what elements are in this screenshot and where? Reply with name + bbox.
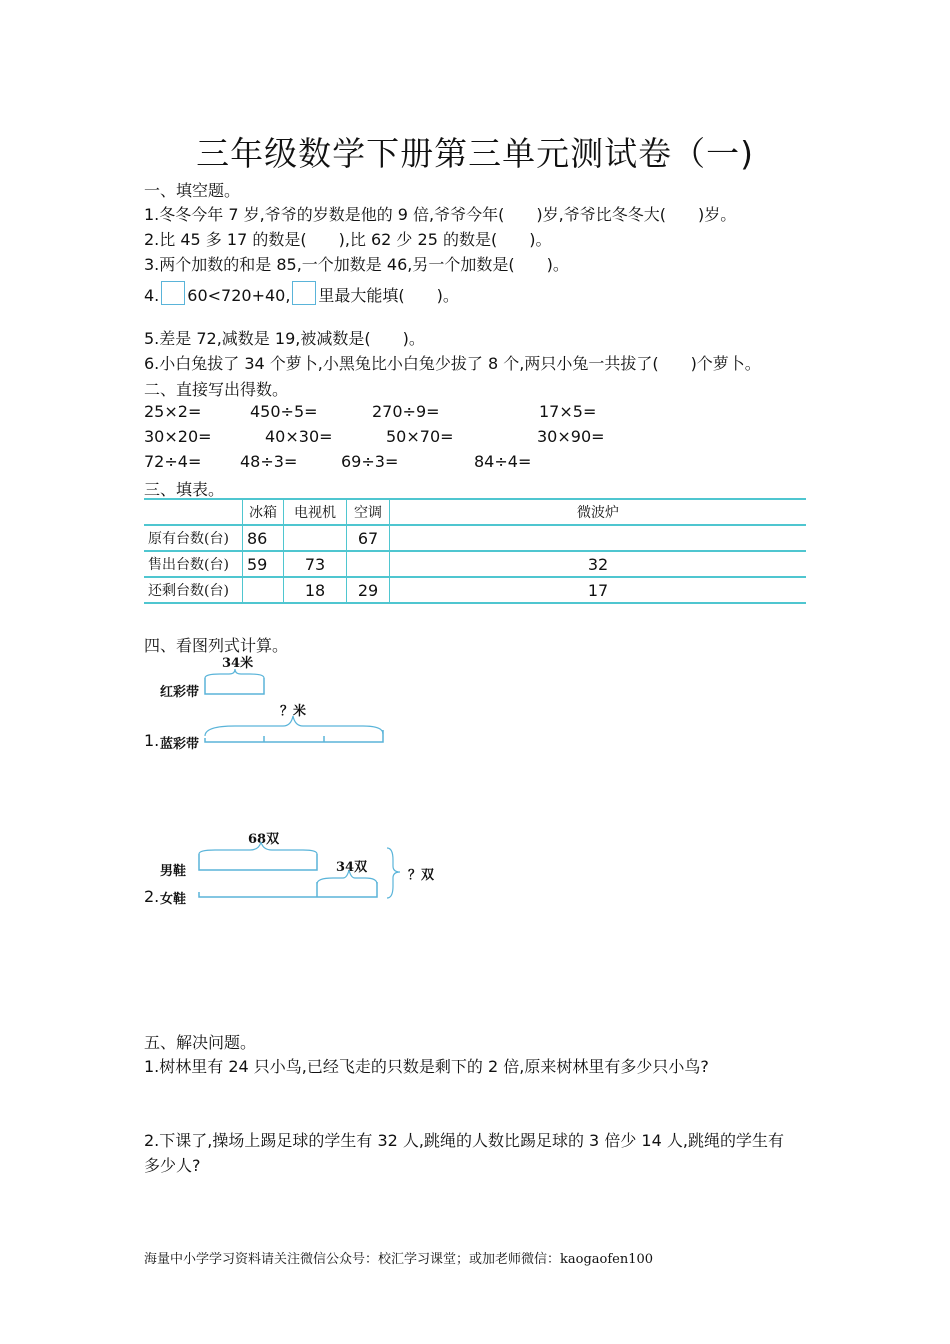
diagram-2-lines (195, 840, 415, 904)
diagram-1-bottom-label: 蓝彩带 (160, 737, 200, 752)
section-2-heading: 二、直接写出得数。 (144, 380, 289, 399)
table-header-row (144, 499, 806, 525)
question-1-6: 6.小白兔拔了 34 个萝卜,小黑兔比小白兔少拔了 8 个,两只小兔一共拔了( )个萝卜。 (144, 354, 761, 373)
table-cell: 59 (243, 551, 284, 577)
table-row (144, 551, 806, 577)
question-1-5: 5.差是 72,减数是 19,被减数是( )。 (144, 329, 425, 348)
section-5-heading: 五、解决问题。 (144, 1033, 257, 1052)
table-cell: 18 (284, 577, 347, 603)
table-cell: 32 (390, 551, 807, 577)
male-shoes-brace (199, 842, 317, 854)
table-row-label: 还剩台数(台) (144, 577, 243, 603)
table-cell (243, 577, 284, 603)
table-row (144, 525, 806, 551)
table-header-cell: 空调 (347, 499, 390, 525)
diagram-2-bottom-value: 34双 (336, 860, 368, 875)
total-brace (387, 848, 400, 898)
question-1-2: 2.比 45 多 17 的数是( ),比 62 少 25 的数是( )。 (144, 230, 552, 249)
calc-item: 30×20= (144, 427, 212, 446)
calc-item: 40×30= (265, 427, 333, 446)
diagram-1-top-label: 红彩带 (160, 685, 200, 700)
calc-item: 69÷3= (341, 452, 399, 471)
diagram-2-number: 2. (144, 887, 160, 906)
table-cell: 67 (347, 525, 390, 551)
blue-ribbon-bar (205, 730, 383, 742)
diagram-2-total: ？双 (408, 868, 435, 883)
table-cell (390, 525, 807, 551)
page-title: 三年级数学下册第三单元测试卷（一) (196, 134, 754, 173)
table-row-label: 售出台数(台) (144, 551, 243, 577)
appliance-table (144, 498, 806, 604)
table-cell: 17 (390, 577, 807, 603)
answer-box[interactable] (161, 281, 185, 305)
table-cell (284, 525, 347, 551)
diagram-2-top-label: 男鞋 (160, 864, 187, 879)
red-ribbon-brace (205, 669, 264, 678)
footer-note: 海量中小学学习资料请关注微信公众号：校汇学习课堂；或加老师微信：kaogaofen100 (144, 1252, 654, 1267)
question-5-2-line-2: 多少人? (144, 1156, 201, 1175)
calc-item: 450÷5= (250, 402, 318, 421)
table-cell: 86 (243, 525, 284, 551)
diagram-1-bottom-value: ？米 (280, 704, 307, 719)
calc-item: 72÷4= (144, 452, 202, 471)
question-1-4 (144, 281, 459, 306)
calc-item: 25×2= (144, 402, 202, 421)
extra-shoes-brace (317, 870, 377, 884)
diagram-1-top-value: 34米 (222, 656, 254, 671)
calc-item: 17×5= (539, 402, 597, 421)
calc-item: 270÷9= (372, 402, 440, 421)
section-1-heading: 一、填空题。 (144, 181, 241, 200)
table-header-cell: 电视机 (284, 499, 347, 525)
table-header-cell: 冰箱 (243, 499, 284, 525)
question-1-4-tail: 里最大能填( )。 (318, 286, 459, 305)
table-cell (347, 551, 390, 577)
calc-item: 30×90= (537, 427, 605, 446)
question-1-1: 1.冬冬今年 7 岁,爷爷的岁数是他的 9 倍,爷爷今年( )岁,爷爷比冬冬大( )岁。 (144, 205, 737, 224)
table-header-cell (144, 499, 243, 525)
question-5-1: 1.树林里有 24 只小鸟,已经飞走的只数是剩下的 2 倍,原来树林里有多少只小鸟? (144, 1057, 709, 1076)
question-5-2-line-1: 2.下课了,操场上踢足球的学生有 32 人,跳绳的人数比踢足球的 3 倍少 14 人,跳绳的学生有 (144, 1131, 784, 1150)
question-1-4-number: 4. (144, 286, 160, 305)
section-3-heading: 三、填表。 (144, 480, 225, 499)
diagram-1-number: 1. (144, 731, 160, 750)
red-ribbon-bracket (205, 678, 264, 694)
question-1-3: 3.两个加数的和是 85,一个加数是 46,另一个加数是( )。 (144, 255, 569, 274)
calc-item: 84÷4= (474, 452, 532, 471)
female-shoes-bar (199, 882, 377, 897)
diagram-2-bottom-label: 女鞋 (160, 892, 187, 907)
calc-item: 48÷3= (240, 452, 298, 471)
question-1-4-expression: 60<720+40, (187, 286, 291, 305)
table-cell: 29 (347, 577, 390, 603)
section-4-heading: 四、看图列式计算。 (144, 636, 289, 655)
table-row (144, 577, 806, 603)
diagram-2-top-value: 68双 (248, 832, 280, 847)
table-row-label: 原有台数(台) (144, 525, 243, 551)
male-shoes-bracket (199, 854, 317, 870)
blue-ribbon-brace (205, 716, 383, 736)
answer-box-reference (292, 281, 316, 305)
table-cell: 73 (284, 551, 347, 577)
calc-item: 50×70= (386, 427, 454, 446)
table-header-cell: 微波炉 (390, 499, 807, 525)
